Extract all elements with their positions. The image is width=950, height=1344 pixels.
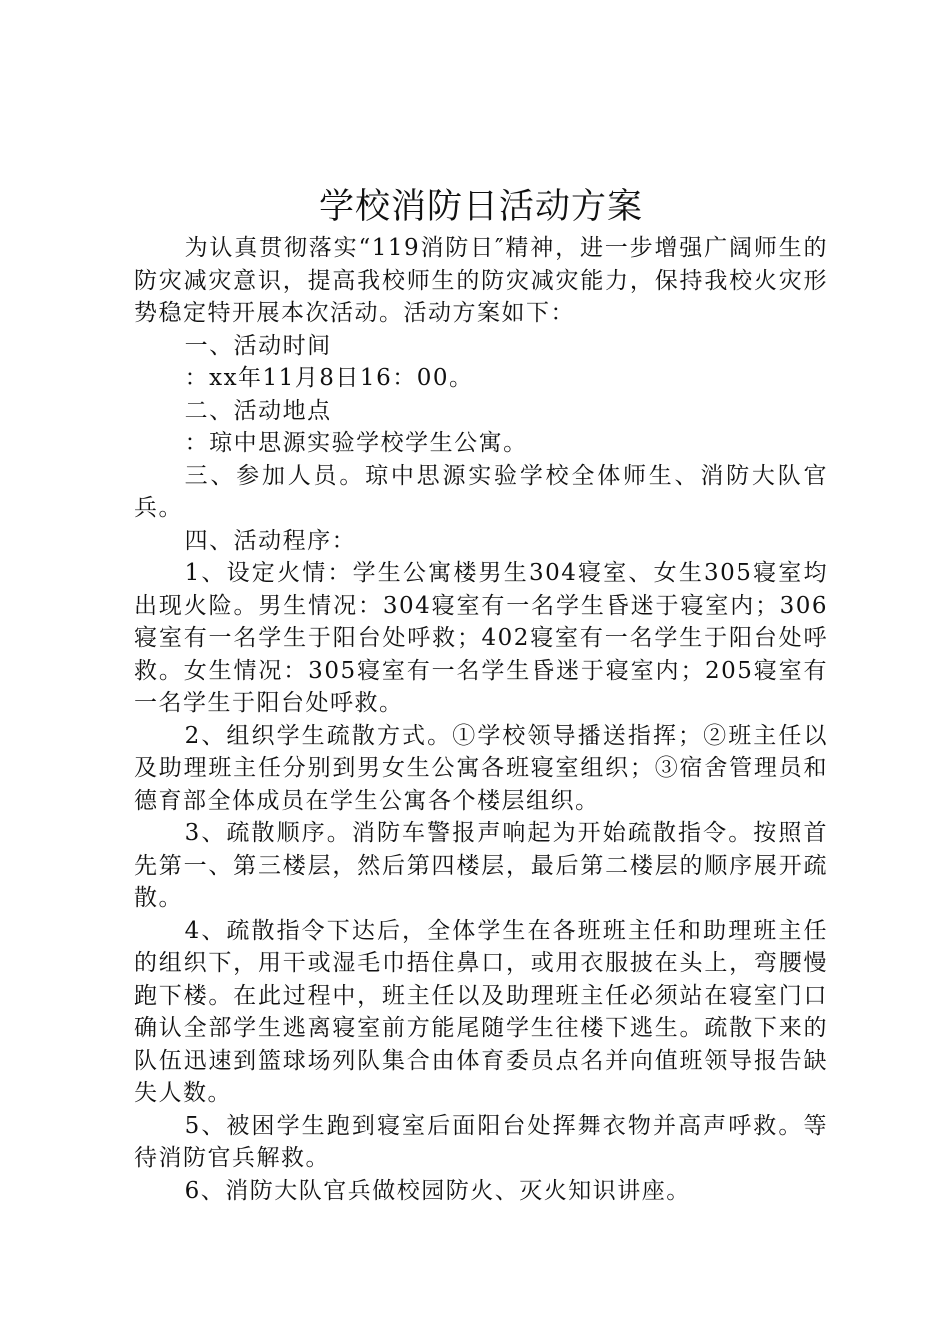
- intro-paragraph: 为认真贯彻落实“119消防日″精神，进一步增强广阔师生的防灾减灾意识，提高我校师生的防灾减灾能力，保持我校火灾形势稳定特开展本次活动。活动方案如下：: [134, 235, 828, 326]
- procedure-step-3: 3、疏散顺序。消防车警报声响起为开始疏散指令。按照首先第一、第三楼层，然后第四楼层，最后第二楼层的顺序展开疏散。: [134, 820, 828, 911]
- document-page: [134, 0, 828, 1344]
- procedure-step-4: 4、疏散指令下达后，全体学生在各班班主任和助理班主任的组织下，用干或湿毛巾捂住鼻口，或用衣服披在头上，弯腰慢跑下楼。在此过程中，班主任以及助理班主任必须站在寝室门口确认全部学生逃离寝室前方能尾随学生往楼下逃生。疏散下来的队伍迅速到篮球场列队集合由体育委员点名并向值班领导报告缺失人数。: [134, 917, 828, 1106]
- section-heading-location: 二、活动地点: [184, 397, 332, 424]
- procedure-step-2: 2、组织学生疏散方式。①学校领导播送指挥；②班主任以及助理班主任分别到男女生公寓各班寝室组织；③宿舍管理员和德育部全体成员在学生公寓各个楼层组织。: [134, 722, 828, 814]
- section-participants: 三、参加人员。琼中思源实验学校全体师生、消防大队官兵。: [134, 462, 828, 521]
- time-value: ：xx年11月8日16：00。: [184, 365, 474, 391]
- procedure-step-6: 6、消防大队官兵做校园防火、灭火知识讲座。: [184, 1177, 691, 1204]
- location-value: ：琼中思源实验学校学生公寓。: [184, 430, 528, 456]
- section-heading-procedure: 四、活动程序：: [184, 527, 357, 554]
- document-title: 学校消防日活动方案: [318, 187, 643, 227]
- procedure-step-1: 1、设定火情：学生公寓楼男生304寝室、女生305寝室均出现火险。男生情况：304寝室有一名学生昏迷于寝室内；306寝室有一名学生于阳台处呼救；402寝室有一名学生于阳台处呼救。女生情况：305寝室有一名学生昏迷于寝室内；205寝室有一名学生于阳台处呼救。: [134, 560, 828, 716]
- section-heading-time: 一、活动时间: [184, 332, 332, 359]
- procedure-step-5: 5、被困学生跑到寝室后面阳台处挥舞衣物并高声呼救。等待消防官兵解救。: [134, 1112, 828, 1171]
- document-body: [134, 232, 828, 1207]
